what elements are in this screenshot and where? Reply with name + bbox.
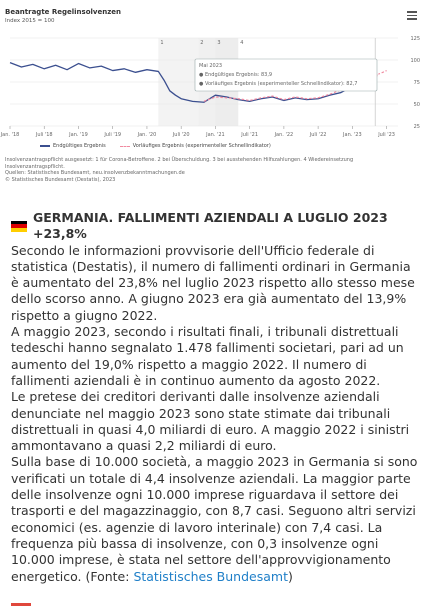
x-tick-label: Jan. '18 [0,132,20,138]
chart-subtitle: Index 2015 = 100 [5,18,55,24]
x-tick-label: Juli '22 [309,132,327,138]
chart-footnote [5,157,420,183]
paragraph: Le pretese dei creditori derivanti dalle insolvenze aziendali denunciate nel maggio 2023 sono state stimate dai tribunali distrettuali in quasi 4,0 miliardi di euro. A maggio 2022 i sinistri ammontavano a quasi 2,2 miliardi di euro. [11,389,410,454]
band-marker-label: 1 [160,40,164,46]
chart-title: Beantragte Regelinsolvenzen [5,8,122,16]
paragraph: Secondo le informazioni provvisorie dell'Ufficio federale di statistica (Destatis), il numero di fallimenti ordinari in Germania è aumentato del 23,8% nel luglio 2023 rispetto allo stesso mese dello scorso anno. A giugno 2023 era già aumentato del 13,9% rispetto a giugno 2022. [11,242,415,323]
y-tick-label: 25 [413,124,420,130]
legend-item-final[interactable] [40,143,106,149]
x-tick-label: Jan. '23 [343,132,362,138]
headline-text: GERMANIA. FALLIMENTI AZIENDALI A LUGLIO 2023 +23,8% [32,210,388,242]
x-tick-label: Juli '20 [172,132,190,138]
tooltip-preliminary: ● Vorläufiges Ergebnis (experimenteller Schnellindikator): 82,7 [199,81,358,87]
paragraph-text: Sulla base di 10.000 società, a maggio 2023 in Germania si sono verificati un totale di 4,4 insolvenze aziendali. La maggior parte delle insolvenze ogni 10.000 imprese riguardava il settore dei trasporti e del magazzinaggio, con 8,7 casi. Seguono altri servizi economici (es. agenzie di lavoro interinale) con 7,4 casi. La frequenza più bassa di insolvenze, con 0,3 insolvenze ogni 10.000 imprese, è stata nel settore dell'approvvigionamento energetico. (Fonte: [11,454,418,584]
x-tick-label: Juli '19 [104,132,122,138]
germany-flag-icon [11,221,27,232]
source-link[interactable]: Statistisches Bundesamt [133,568,288,584]
chart-legend [40,143,271,149]
footnote-copyright: © Statistisches Bundesamt (Destatis), 2023 [5,176,116,183]
legend-swatch-final [40,145,50,146]
post-body [11,210,421,585]
x-tick-label: Juli '23 [378,132,395,138]
legend-item-preliminary[interactable] [120,143,271,149]
paragraph: A maggio 2023, secondo i risultati finali, i tribunali distrettuali tedeschi hanno segnalato 1.478 fallimenti societari, pari ad un aumento del 19,0% rispetto a maggio 2022. Il numero di fallimenti aziendali è in continuo aumento da agosto 2022. [11,324,404,388]
footnote-sources: Quellen: Statistisches Bundesamt, neu.insolvenzbekanntmachungen.de [5,170,185,176]
x-tick-label: Juli '18 [35,132,53,138]
x-tick-label: Jan. '22 [274,132,294,138]
paragraph-last [11,454,421,584]
chart-card [0,0,428,196]
y-tick-label: 100 [410,58,420,64]
y-tick-label: 75 [413,80,420,86]
y-tick-label: 125 [410,36,420,42]
legend-label-preliminary: Vorläufiges Ergebnis (experimenteller Schnellindikator) [132,143,271,149]
tooltip-final: ● Endgültiges Ergebnis: 83,9 [199,72,273,78]
x-tick-label: Jan. '21 [206,132,225,138]
y-tick-label: 50 [413,102,420,108]
footnote-line: Insolvenzantragspflicht ausgesetzt: 1 für Corona-Betroffene. 2 bei Überschuldung. 3 bei ausstehenden Hilfszahlungen. 4 Wiedereinsetzung [5,157,354,163]
footnote-line: Insolvenzantragspflicht. [5,163,65,170]
post-headline [11,210,421,243]
line-chart [0,28,428,140]
legend-swatch-preliminary [120,146,130,147]
legend-label-final: Endgültiges Ergebnis [53,143,106,149]
band-marker-label: 3 [217,40,221,46]
x-tick-label: Juli '21 [241,132,259,138]
tooltip-date: Mai 2023 [199,63,223,69]
x-tick-label: Jan. '19 [69,132,88,138]
divider-mark [11,603,31,606]
band-marker-label: 2 [200,40,204,46]
band-marker-label: 4 [240,40,244,46]
closing-paren: ) [287,568,293,584]
x-tick-label: Jan. '20 [137,132,157,138]
hamburger-menu-icon[interactable] [407,11,417,21]
